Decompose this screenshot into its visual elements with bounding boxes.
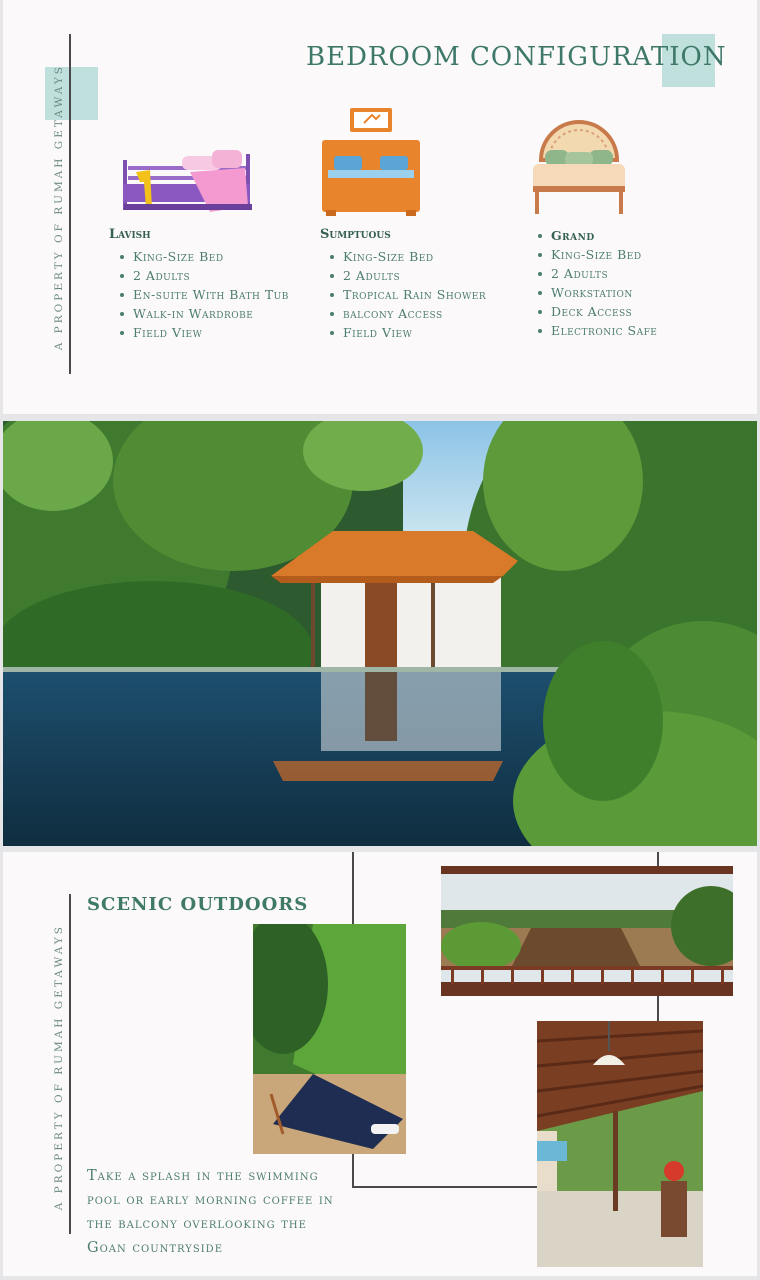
- list-item: King-Size Bed: [330, 247, 486, 266]
- side-divider: [69, 34, 71, 374]
- garden-lounger-photo: [253, 924, 406, 1154]
- connector-line: [352, 852, 354, 924]
- section-title: SCENIC OUTDOORS: [87, 894, 309, 915]
- list-item: Workstation: [538, 283, 657, 302]
- purple-bed-icon: [120, 146, 255, 216]
- list-item: 2 Adults: [538, 264, 657, 283]
- list-item: Walk-in Wardrobe: [120, 304, 289, 323]
- orange-bed-icon: [320, 106, 424, 216]
- list-item: En-suite With Bath Tub: [120, 285, 289, 304]
- room-name-sumptuous: Sumptuous: [320, 227, 391, 242]
- pool-villa-illustration: [3, 421, 757, 846]
- side-divider: [69, 894, 71, 1234]
- list-item: Field View: [330, 323, 486, 342]
- room-name-grand: Grand: [551, 228, 595, 243]
- list-item: Field View: [120, 323, 289, 342]
- list-item: King-Size Bed: [538, 245, 657, 264]
- pool-villa-photo: [3, 421, 757, 846]
- list-item: Tropical Rain Shower: [330, 285, 486, 304]
- lavish-feature-list: [120, 247, 289, 342]
- connector-line: [657, 852, 659, 866]
- list-item: 2 Adults: [120, 266, 289, 285]
- outdoors-caption: Take a splash in the swimming pool or early morning coffee in the balcony overlooking the Goan countryside: [87, 1168, 334, 1256]
- list-item: King-Size Bed: [120, 247, 289, 266]
- list-item: 2 Adults: [330, 266, 486, 285]
- bedroom-configuration-page: [3, 0, 757, 414]
- list-item: Electronic Safe: [538, 321, 657, 340]
- list-item: [538, 226, 657, 245]
- room-name-lavish: Lavish: [109, 227, 151, 242]
- scenic-outdoors-page: [3, 852, 757, 1276]
- connector-line: [657, 996, 659, 1021]
- side-brand-text: A PROPERTY OF RUMAH GETAWAYS: [53, 64, 65, 351]
- list-item: balcony Access: [330, 304, 486, 323]
- side-brand-text: A PROPERTY OF RUMAH GETAWAYS: [53, 924, 65, 1211]
- sumptuous-feature-list: [330, 247, 486, 342]
- verandah-photo: [537, 1021, 703, 1267]
- grand-feature-list: [538, 226, 657, 340]
- list-item: Deck Access: [538, 302, 657, 321]
- page-title: BEDROOM CONFIGURATION: [306, 42, 727, 72]
- rattan-bed-icon: [529, 120, 629, 216]
- field-view-photo: [441, 866, 733, 996]
